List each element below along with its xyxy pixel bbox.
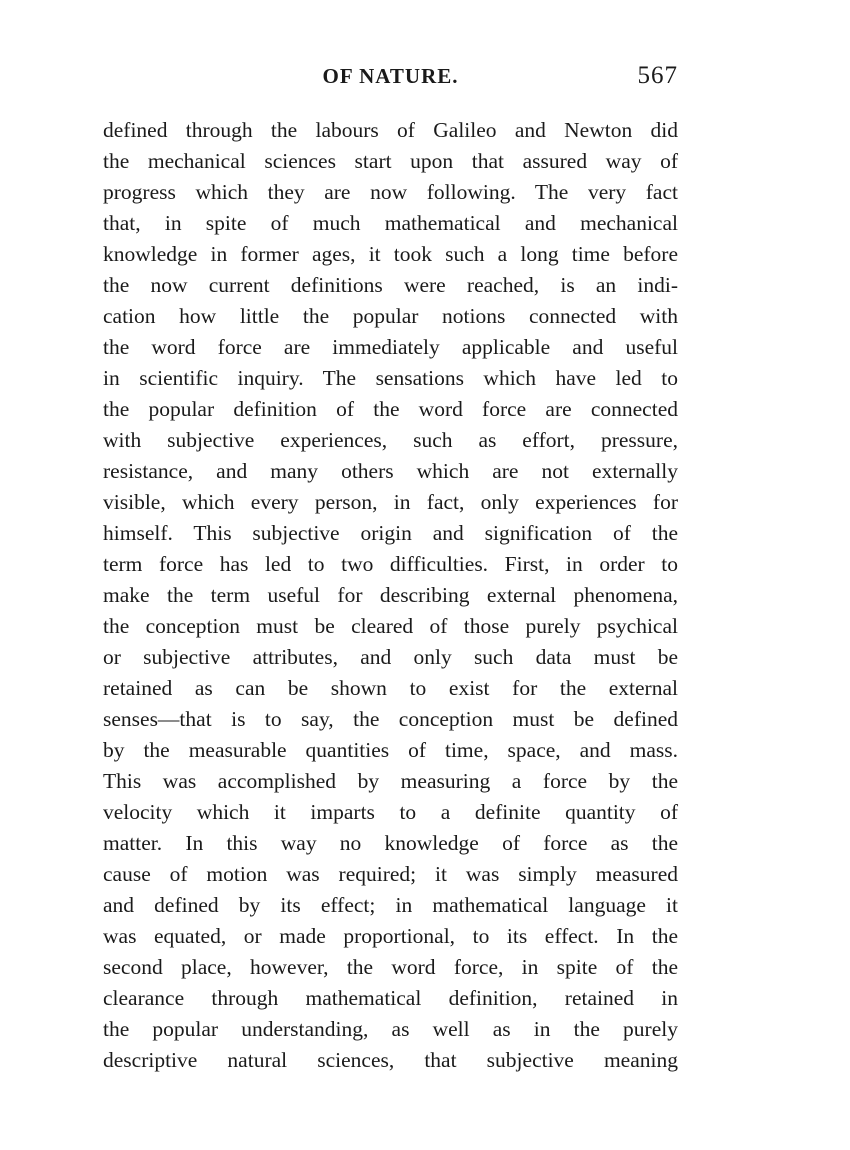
text-line-3: progress which they are now following. The very fact [103,180,678,204]
text-line-16: make the term useful for describing external phenomena, [103,583,678,607]
page-number: 567 [637,62,678,89]
body-text [103,115,678,1076]
text-line-4: that, in spite of much mathematical and mechanical [103,211,678,235]
text-line-10: the popular definition of the word force are connected [103,397,678,421]
text-line-22: This was accomplished by measuring a force by the [103,769,678,793]
text-line-2: the mechanical sciences start upon that assured way of [103,149,678,173]
text-line-31: descriptive natural sciences, that subjective meaning [103,1048,678,1072]
text-line-12: resistance, and many others which are not externally [103,459,678,483]
text-line-13: visible, which every person, in fact, only experiences for [103,490,678,514]
text-line-17: the conception must be cleared of those purely psychical [103,614,678,638]
text-line-28: second place, however, the word force, in spite of the [103,955,678,979]
text-line-15: term force has led to two difficulties. First, in order to [103,552,678,576]
text-line-7: cation how little the popular notions connected with [103,304,678,328]
text-line-1: defined through the labours of Galileo and Newton did [103,118,678,142]
running-title: OF NATURE. [322,64,459,88]
text-line-19: retained as can be shown to exist for the external [103,676,678,700]
running-head [103,64,678,98]
text-line-14: himself. This subjective origin and signification of the [103,521,678,545]
text-line-5: knowledge in former ages, it took such a long time before [103,242,678,266]
text-line-8: the word force are immediately applicable and useful [103,335,678,359]
text-line-25: cause of motion was required; it was simply measured [103,862,678,886]
text-line-18: or subjective attributes, and only such data must be [103,645,678,669]
text-line-24: matter. In this way no knowledge of force as the [103,831,678,855]
text-line-30: the popular understanding, as well as in the purely [103,1017,678,1041]
text-line-11: with subjective experiences, such as effort, pressure, [103,428,678,452]
text-line-20: senses—that is to say, the conception must be defined [103,707,678,731]
text-line-6: the now current definitions were reached, is an indi- [103,273,678,297]
text-line-29: clearance through mathematical definition, retained in [103,986,678,1010]
text-line-21: by the measurable quantities of time, space, and mass. [103,738,678,762]
text-line-9: in scientific inquiry. The sensations which have led to [103,366,678,390]
text-line-27: was equated, or made proportional, to its effect. In the [103,924,678,948]
text-line-23: velocity which it imparts to a definite quantity of [103,800,678,824]
text-line-26: and defined by its effect; in mathematical language it [103,893,678,917]
